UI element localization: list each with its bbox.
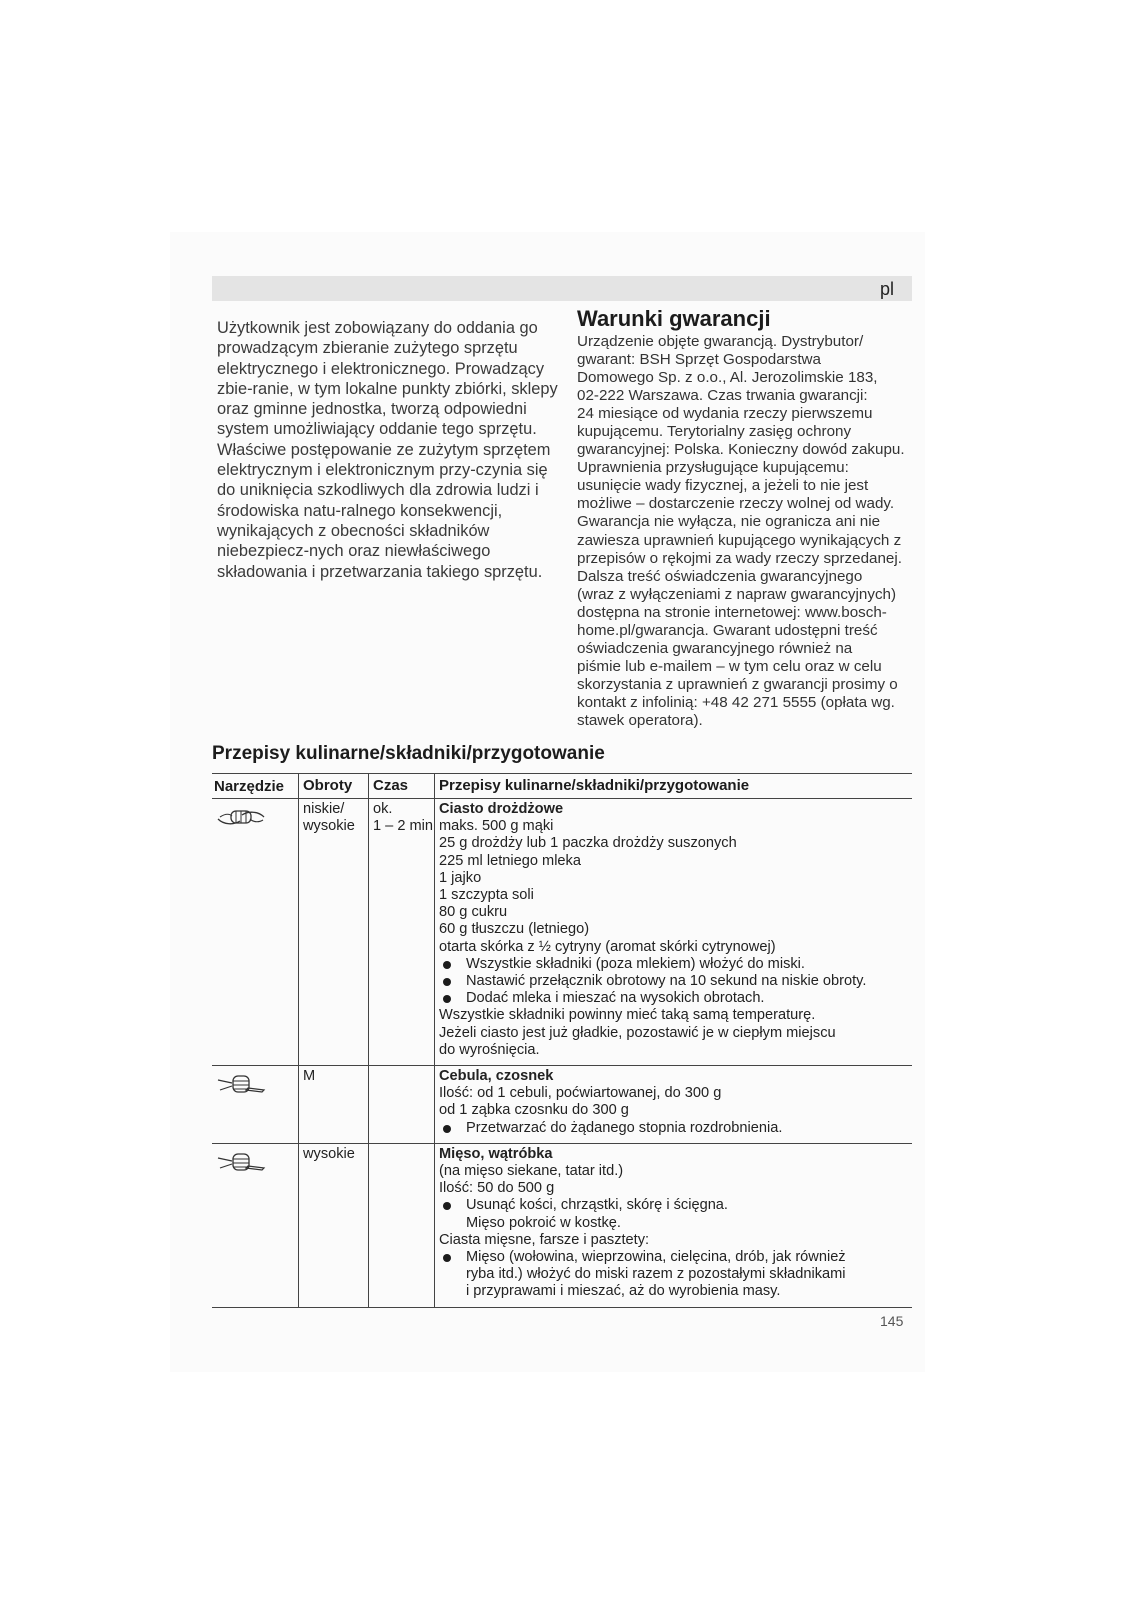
text-line: oraz gminne jednostka, tworzą odpowiedni: [217, 400, 527, 419]
warranty-text: [577, 333, 932, 730]
text-line: środowiska natu-ralnego konsekwencji,: [217, 501, 503, 520]
warranty-title: Warunki gwarancji: [577, 306, 771, 331]
text-line: Dalsza treść oświadczenia gwarancyjnego: [577, 567, 863, 585]
recipe-line: do wyrośnięcia.: [439, 1041, 540, 1058]
text-line: możliwe – dostarczenie rzeczy wolnej od wady.: [577, 495, 895, 513]
recipe-line: od 1 ząbka czosnku do 300 g: [439, 1102, 629, 1119]
disposal-text: [217, 318, 567, 582]
recipe-table: [212, 773, 912, 1308]
text-line: piśmie lub e-mailem – w tym celu oraz w celu: [577, 657, 882, 675]
chopping-blade-icon: [212, 1144, 298, 1307]
recipes-title: Przepisy kulinarne/składniki/przygotowanie: [212, 743, 605, 764]
text-line: gwarant: BSH Sprzęt Gospodarstwa: [577, 351, 821, 369]
text-line: kontakt z infolinią: +48 42 271 5555 (opłata wg.: [577, 693, 895, 711]
time-cell: [368, 799, 434, 1065]
bullet-item: Dodać mleka i mieszać na wysokich obrotach.: [439, 990, 912, 1007]
bullet-continuation: ryba itd.) włożyć do miski razem z pozostałymi składnikami: [466, 1266, 846, 1283]
recipe-line: 25 g drożdży lub 1 paczka drożdży suszonych: [439, 835, 737, 852]
speed-cell: [298, 1066, 368, 1143]
table-body: [212, 799, 912, 1308]
recipe-line: 60 g tłuszczu (letniego): [439, 921, 590, 938]
recipe-cell: [434, 799, 912, 1065]
recipe-line: maks. 500 g mąki: [439, 818, 554, 835]
header-bar: [212, 276, 912, 301]
speed-text: niskie/: [303, 801, 345, 817]
recipe-line: 1 szczypta soli: [439, 887, 534, 904]
text-line: system umożliwiający oddanie tego sprzętu.: [217, 420, 537, 439]
warranty-section: [577, 306, 932, 730]
page-number: 145: [880, 1313, 904, 1329]
text-line: Gwarancja nie wyłącza, nie ogranicza ani nie: [577, 513, 881, 531]
text-line: niebezpiecz-nych oraz niewłaściwego: [217, 542, 491, 561]
text-line: 02-222 Warszawa. Czas trwania gwarancji:: [577, 387, 868, 405]
text-line: kupującemu. Terytorialny zasięg ochrony: [577, 423, 852, 441]
table-row: [212, 1066, 912, 1144]
text-line: (wraz z wyłączeniami z napraw gwarancyjnych): [577, 585, 897, 603]
table-row: [212, 1144, 912, 1308]
recipe-title: Mięso, wątróbka: [439, 1145, 553, 1162]
text-line: gwarancyjnej: Polska. Konieczny dowód zakupu.: [577, 441, 905, 459]
text-line: skorzystania z uprawnień z gwarancji prosimy o: [577, 675, 898, 693]
recipe-cell: [434, 1144, 912, 1307]
recipe-line: Wszystkie składniki powinny mieć taką samą temperaturę.: [439, 1007, 816, 1024]
text-line: elektrycznego i elektronicznego. Prowadzący: [217, 359, 545, 378]
text-line: Właściwe postępowanie ze zużytym sprzętem: [217, 440, 551, 459]
table-header: [212, 773, 912, 799]
text-line: wynikających z obecności składników: [217, 521, 490, 540]
time-text: ok.: [373, 801, 393, 817]
time-text: 1 – 2 min: [373, 818, 434, 835]
text-line: home.pl/gwarancja. Gwarant udostępni treść: [577, 621, 878, 639]
recipe-line: Jeżeli ciasto jest już gładkie, pozostawić je w ciepłym miejscu: [439, 1024, 836, 1041]
bullet-item: Mięso (wołowina, wieprzowina, cielęcina, drób, jak również: [439, 1249, 912, 1266]
text-line: składowania i przetwarzania takiego sprzętu.: [217, 562, 543, 581]
bullet-continuation: i przyprawami i mieszać, aż do wyrobienia masy.: [466, 1283, 781, 1300]
table-row: [212, 799, 912, 1066]
speed-text: M: [303, 1068, 316, 1085]
text-line: zawiesza uprawnień kupującego wynikających z: [577, 531, 902, 549]
speed-cell: [298, 799, 368, 1065]
text-line: stawek operatora).: [577, 711, 703, 729]
kneading-hook-icon: [212, 799, 298, 1065]
header-speed: Obroty: [298, 774, 368, 798]
recipe-line: otarta skórka z ½ cytryny (aromat skórki cytrynowej): [439, 938, 776, 955]
text-line: Urządzenie objęte gwarancją. Dystrybutor/: [577, 333, 864, 350]
time-cell: [368, 1066, 434, 1143]
text-line: prowadzącym zbieranie zużytego sprzętu: [217, 339, 518, 358]
header-recipe: Przepisy kulinarne/składniki/przygotowanie: [434, 774, 912, 798]
recipe-line: Ilość: od 1 cebuli, poćwiartowanej, do 300 g: [439, 1085, 722, 1102]
chopping-blade-icon: [212, 1066, 298, 1143]
text-line: zbie-ranie, w tym lokalne punkty zbiórki, sklepy: [217, 379, 558, 398]
text-line: 24 miesiące od wydania rzeczy pierwszemu: [577, 405, 873, 423]
text-line: elektrycznym i elektronicznym przy-czynia się: [217, 461, 548, 480]
recipe-title: Cebula, czosnek: [439, 1068, 554, 1085]
speed-cell: [298, 1144, 368, 1307]
bullet-item: Wszystkie składniki (poza mlekiem) włożyć do miski.: [439, 956, 912, 973]
recipe-line: Ilość: 50 do 500 g: [439, 1180, 555, 1197]
language-label: pl: [879, 279, 894, 299]
time-cell: [368, 1144, 434, 1307]
text-line: Użytkownik jest zobowiązany do oddania go: [217, 319, 538, 337]
header-time: Czas: [368, 774, 434, 798]
recipe-title: Ciasto drożdżowe: [439, 801, 564, 817]
text-line: Uprawnienia przysługujące kupującemu:: [577, 459, 849, 477]
recipe-line: 225 ml letniego mleka: [439, 852, 581, 869]
recipe-line: 1 jajko: [439, 869, 482, 886]
bullet-continuation: Mięso pokroić w kostkę.: [466, 1214, 621, 1231]
text-line: dostępna na stronie internetowej: www.bosch-: [577, 603, 887, 621]
recipe-cell: [434, 1066, 912, 1143]
bullet-item: Przetwarzać do żądanego stopnia rozdrobnienia.: [439, 1120, 912, 1137]
recipe-line: 80 g cukru: [439, 904, 508, 921]
bullet-item: Usunąć kości, chrząstki, skórę i ścięgna.: [439, 1197, 912, 1214]
recipe-line: Ciasta mięsne, farsze i pasztety:: [439, 1231, 650, 1248]
header-tool: Narzędzie: [214, 777, 285, 795]
text-line: usunięcie wady fizycznej, a jeżeli to nie jest: [577, 477, 869, 495]
text-line: oświadczenia gwarancyjnego również na: [577, 639, 853, 657]
bullet-item: Nastawić przełącznik obrotowy na 10 sekund na niskie obroty.: [439, 973, 912, 990]
speed-text: wysokie: [303, 1145, 355, 1162]
recipe-line: (na mięso siekane, tatar itd.): [439, 1163, 624, 1180]
text-line: Domowego Sp. z o.o., Al. Jerozolimskie 183,: [577, 369, 878, 387]
text-line: przepisów o rękojmi za wady rzeczy sprzedanej.: [577, 549, 902, 567]
speed-text: wysokie: [303, 818, 355, 835]
text-line: do uniknięcia szkodliwych dla zdrowia ludzi i: [217, 481, 539, 500]
